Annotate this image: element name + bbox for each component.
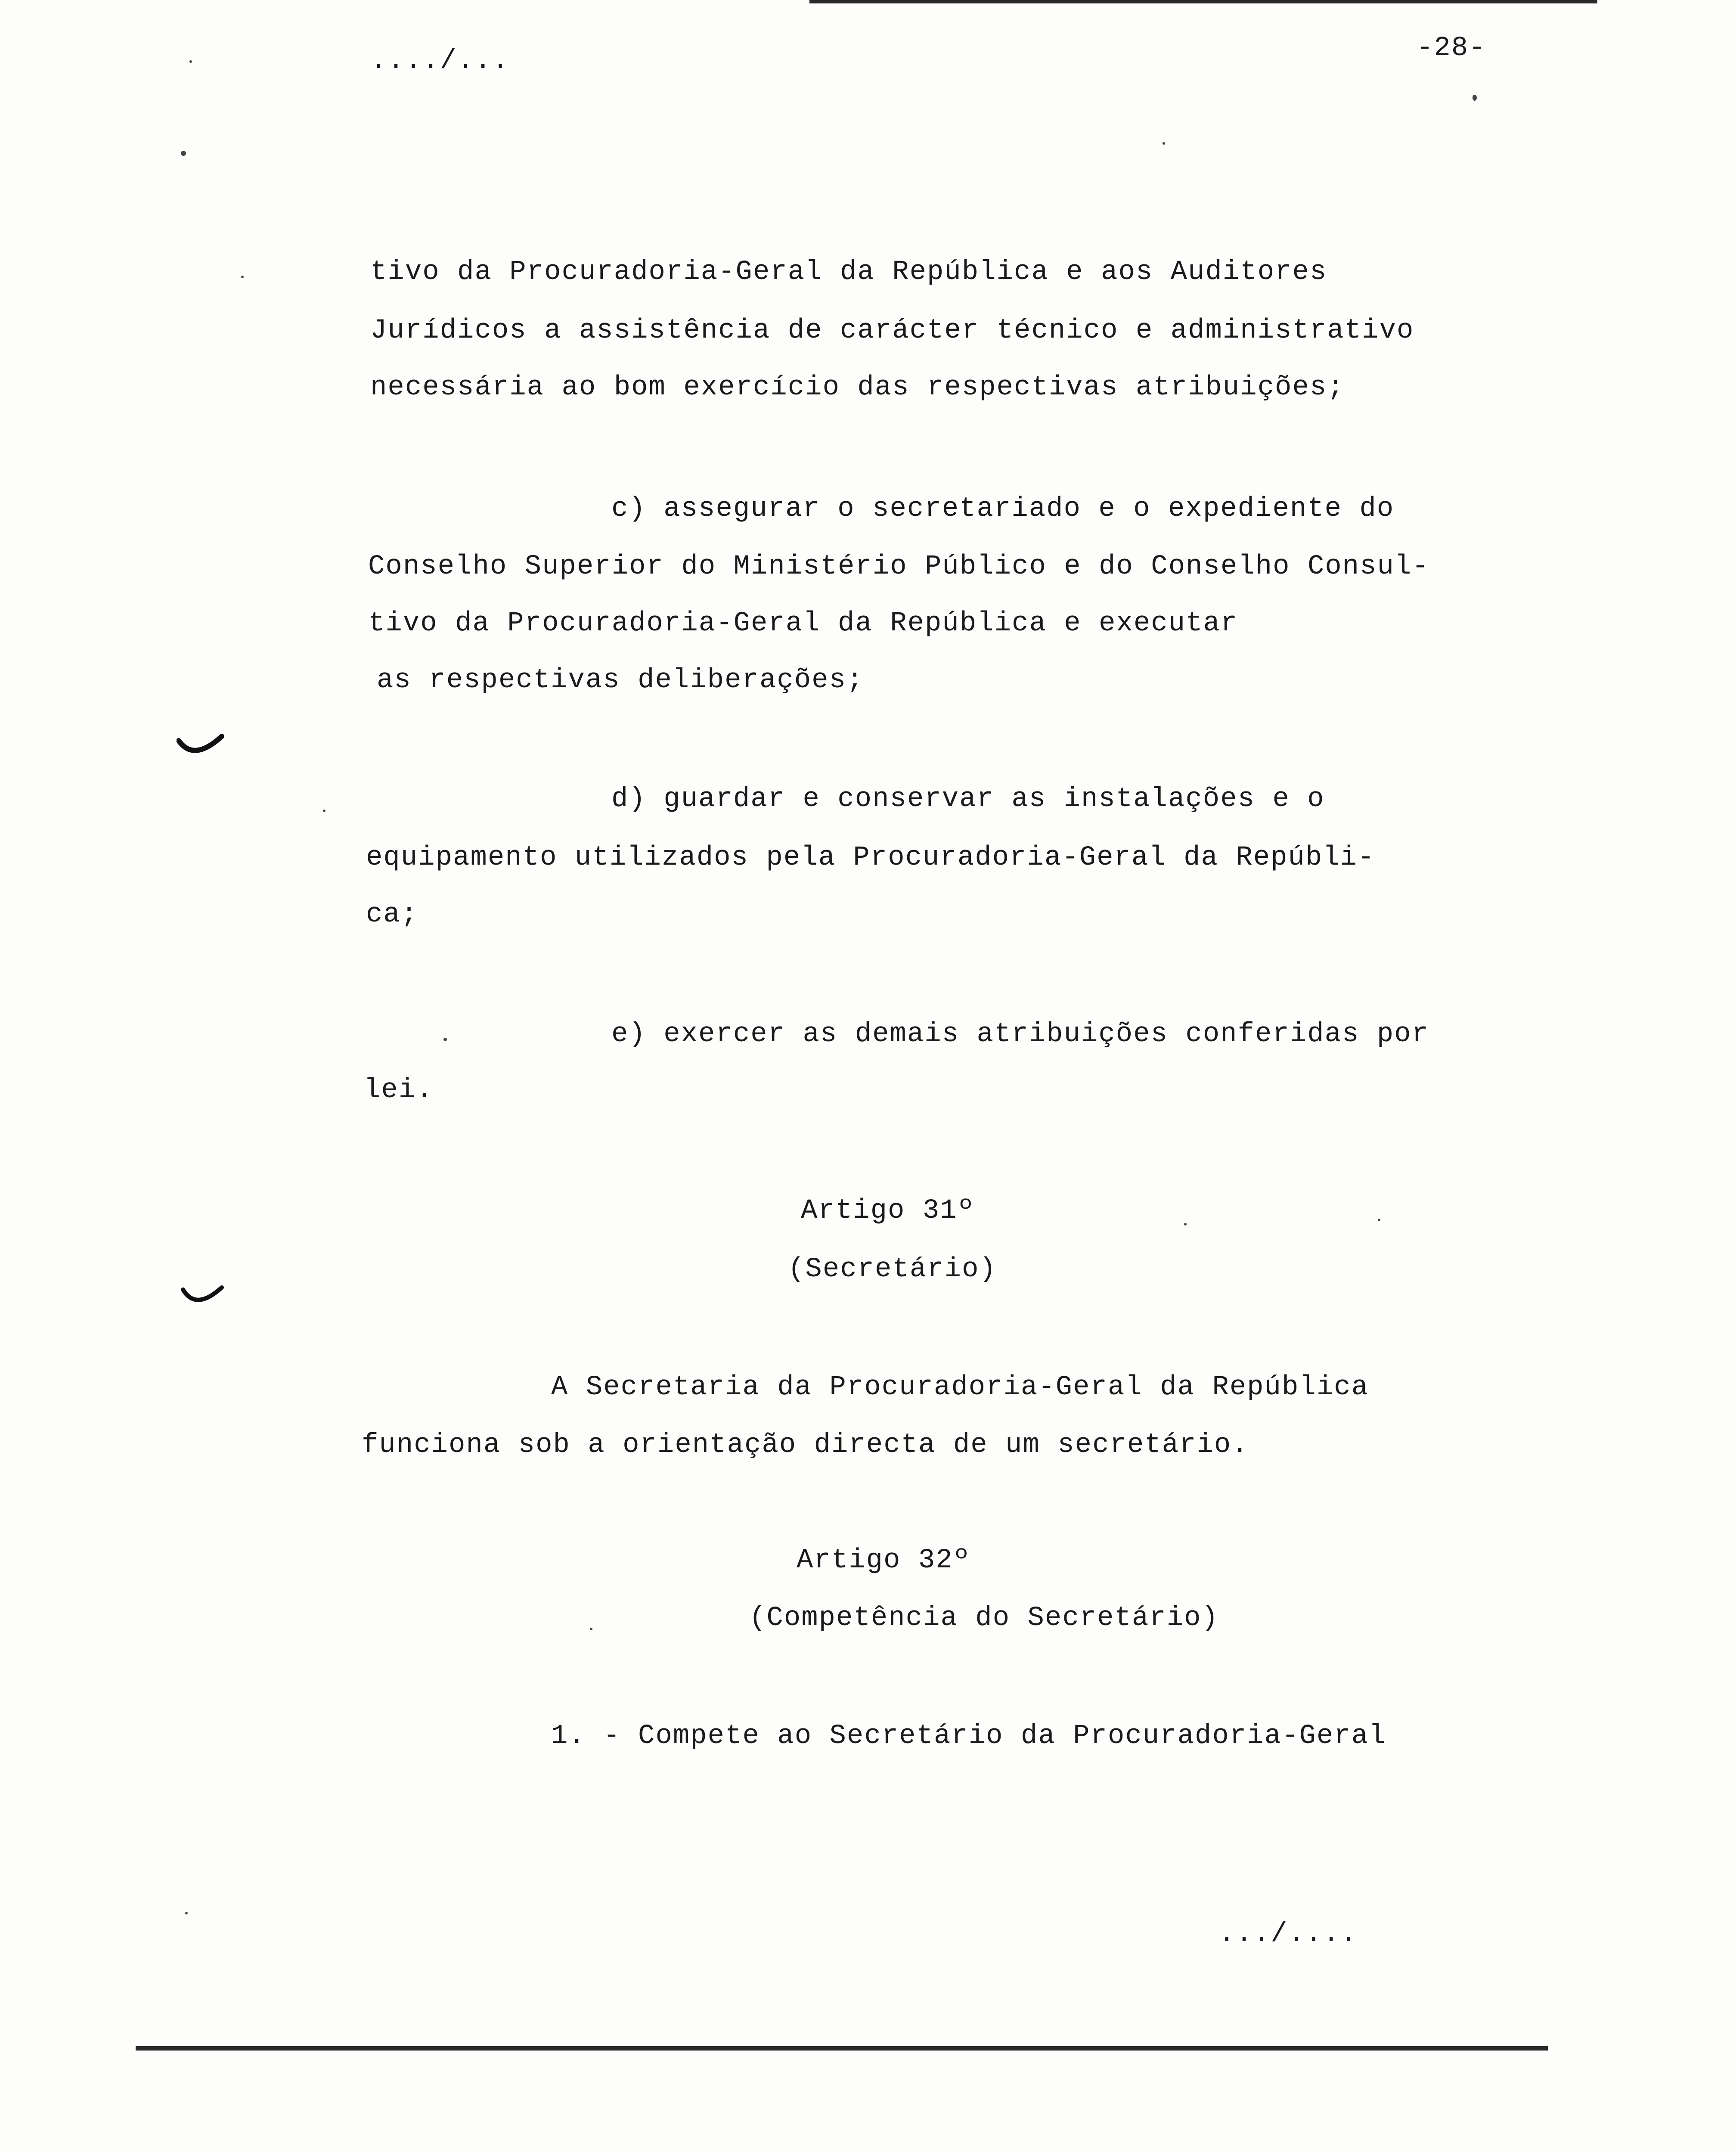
- article-31-heading: Artigo 31º: [801, 1195, 975, 1226]
- scan-speck: [1184, 1223, 1187, 1225]
- scan-speck: [185, 1912, 188, 1914]
- scan-speck: [590, 1628, 592, 1630]
- article-31-body-line-1: A Secretaria da Procuradoria-Geral da República: [551, 1372, 1369, 1403]
- article-32-body-line-1: 1. - Compete ao Secretário da Procuradoria-Geral: [551, 1721, 1386, 1752]
- scan-speck: [181, 151, 186, 156]
- scan-speck: [1162, 142, 1165, 145]
- scan-speck: [1472, 95, 1477, 101]
- scan-speck: [1378, 1219, 1380, 1221]
- scan-speck: [189, 60, 192, 63]
- paragraph-b-line-3: necessária ao bom exercício das respectivas atribuições;: [370, 372, 1345, 403]
- scan-speck: [443, 1038, 447, 1041]
- paragraph-c-line-1: c) assegurar o secretariado e o expediente do: [611, 493, 1395, 524]
- paragraph-b-line-1: tivo da Procuradoria-Geral da República e aos Auditores: [370, 257, 1327, 288]
- margin-tick-icon: [181, 1283, 224, 1313]
- article-31-body-line-2: funciona sob a orientação directa de um secretário.: [362, 1430, 1249, 1461]
- bottom-rule: [136, 2046, 1548, 2051]
- paragraph-b-line-2: Jurídicos a assistência de carácter técnico e administrativo: [370, 315, 1414, 346]
- article-32-heading: Artigo 32º: [797, 1545, 971, 1576]
- continuation-mark-top: ..../...: [370, 46, 510, 77]
- paragraph-c-line-3: tivo da Procuradoria-Geral da República e executar: [368, 608, 1238, 639]
- paragraph-c-line-4: as respectivas deliberações;: [377, 665, 864, 696]
- top-rule: [809, 0, 1597, 3]
- paragraph-e-line-2: lei.: [364, 1075, 434, 1106]
- scan-speck: [323, 810, 326, 812]
- article-31-subtitle: (Secretário): [788, 1254, 997, 1285]
- scan-speck: [241, 276, 244, 278]
- page-number: -28-: [1417, 33, 1486, 64]
- continuation-mark-bottom: .../....: [1218, 1919, 1358, 1950]
- paragraph-c-line-2: Conselho Superior do Ministério Público e do Conselho Consul-: [368, 551, 1429, 582]
- article-32-subtitle: (Competência do Secretário): [749, 1603, 1219, 1634]
- margin-tick-icon: [177, 732, 224, 766]
- paragraph-d-line-3: ca;: [366, 899, 418, 930]
- paragraph-d-line-2: equipamento utilizados pela Procuradoria-Geral da Repúbli-: [366, 842, 1375, 873]
- paragraph-e-line-1: e) exercer as demais atribuições conferidas por: [611, 1019, 1429, 1050]
- paragraph-d-line-1: d) guardar e conservar as instalações e o: [611, 784, 1325, 815]
